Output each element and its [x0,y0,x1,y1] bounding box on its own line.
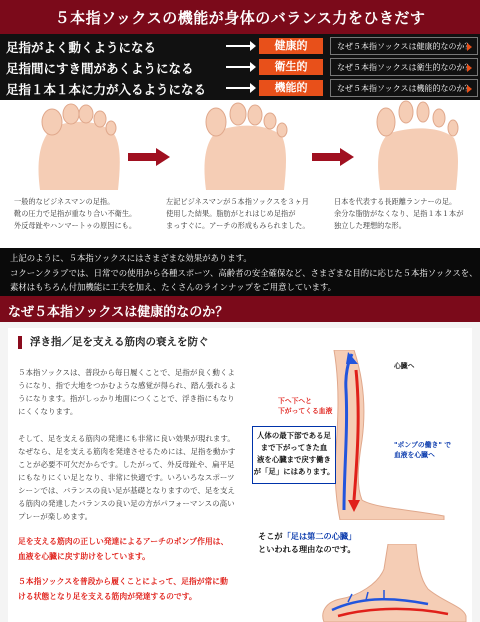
caption-line: 左記ビジネスマンが５本指ソックスを３ヶ月 [166,197,309,206]
text-line: ける状態となり足を支える筋肉が発達するのです。 [18,592,197,601]
text-line: 血液を心臓に戻す助けをしています。 [18,552,150,561]
text-line: そして、足を支える筋肉の発達にも非常に良い効果が現れます。 [18,434,235,443]
question-link[interactable]: なぜ５本指ソックスは健康的なのか？ [330,37,478,55]
caption-line: 一般的なビジネスマンの足指。 [14,197,115,206]
caption-line: 独立した理想的な形。 [334,221,406,230]
text-line: といわれる理由なのです。 [258,544,356,554]
question-link[interactable]: なぜ５本指ソックスは衛生的なのか？ [330,58,478,76]
text-line: にもなりにくい足となり、非常に快適です。いろいろなスポーツ [18,473,235,482]
text-line: にくくなります。 [18,407,78,416]
benefit-row [0,57,480,77]
page-title: ５本指ソックスの機能が身体のバランス力をひきだす [54,9,426,27]
text-part: そこが [258,531,283,541]
benefit-label: 足指間にすき間があくようになる [6,61,194,76]
section-title: なぜ５本指ソックスは健康的なのか？ [8,305,229,320]
text-line: が「足」にはあります。 [253,467,335,476]
text-line: る筋肉の発達したバランスの良い足の方がパフォーマンスの高い [18,499,235,508]
subsection-title: 浮き指／足を支える筋肉の衰えを防ぐ [18,336,209,349]
content-panel [8,328,472,622]
highlight-text-1 [18,534,238,564]
benefit-tag: 衛生的 [259,59,323,75]
arrow-right-icon [312,148,354,166]
text-line: 人体の最下部である足 [257,431,331,440]
text-line: うになります。指がしっかり地面につくことで、浮き指にもなり [18,394,235,403]
intro-line: 素材はもちろん付加機能に工夫を加え、たくさんのラインナップをご用意しています。 [10,282,337,292]
text-line: プレーが楽しめます。 [18,512,93,521]
caption-line: 靴の圧力で足指が重なり合い不衛生。 [14,209,137,218]
caption-line: 外反母趾やハンマートゥの原因にも。 [14,221,137,230]
label-pump [394,440,451,460]
benefits-panel [0,34,480,100]
benefit-row [0,78,480,98]
benefit-label: 足指がよく動くようになる [6,40,157,55]
benefit-tag: 機能的 [259,80,323,96]
foot-arch-illustration [318,544,468,622]
label-to-heart: 心臓へ [394,362,415,370]
intro-line: コクーンクラブでは、日常での使用から各種スポーツ、高齢者の安全確保など、さまざまな目的に応じた５本指ソックスを、 [10,268,478,278]
emphasis-text: 「足は第二の心臓」 [282,531,357,541]
benefit-row [0,36,480,56]
arrow-right-icon [226,45,252,47]
question-link[interactable]: なぜ５本指ソックスは機能的なのか？ [330,79,478,97]
label-blood-down [278,396,332,416]
text-line: なぜなら、足を支える筋肉を発達させるためには、足指を動かす [18,447,236,456]
text-line: シーンでは、バランスの良い足が基礎となりますので、足を支え [18,486,235,495]
section-body [0,322,480,622]
arrow-right-icon [128,148,170,166]
paragraph-2 [18,432,236,523]
text-line: 下へ下へと [278,397,312,405]
foot-image-3 [360,100,470,190]
info-callout [252,426,336,484]
caption-line: 余分な脂肪がなくなり、足指１本１本が [334,209,464,218]
caption-line: まっすぐに。アーチの形成もみられました。 [166,221,310,230]
feet-comparison [0,100,480,248]
foot-caption-2 [166,196,310,232]
header-bar [0,0,480,34]
arrow-right-icon [226,87,252,89]
arrow-right-icon [226,66,252,68]
text-line: "ポンプの働き" で [394,441,452,449]
caption-line: 使用した結果。脂肪がとれはじめ足指が [166,209,296,218]
intro-text-block [0,248,480,296]
text-line: 足を支える筋肉の正しい発達によるアーチのポンプ作用は、 [18,537,229,546]
caption-line: 日本を代表する長距離ランナーの足。 [334,197,457,206]
foot-image-2 [188,100,298,190]
text-line: ５本指ソックスは、普段から毎日履くことで、足指が良く動くよ [18,368,235,377]
paragraph-1 [18,366,236,418]
highlight-text-2 [18,574,238,604]
text-line: ５本指ソックスを普段から履くことによって、足指が常に動 [18,577,228,586]
foot-image-1 [22,100,132,190]
text-line [258,530,356,543]
foot-caption-3 [334,196,463,232]
text-line: ことが必要不可欠だからです。したがって、外反母趾や、扁平足 [18,460,235,469]
benefit-tag: 健康的 [259,38,323,54]
text-line: 下がってくる血液 [278,407,333,415]
text-line: 血液を心臓へ [394,451,435,459]
text-line: 液を心臓まで戻す働き [257,455,331,464]
text-line: うになり、指で大地をつかむような感覚が得られ、踏ん張れるよ [18,381,236,390]
benefit-label: 足指１本１本に力が入るようになる [6,82,207,97]
foot-caption-1 [14,196,136,232]
text-line: まで下がってきた血 [260,443,328,452]
section-heading-bar [0,296,480,322]
intro-line: 上記のように、５本指ソックスにはさまざまな効果があります。 [10,253,252,263]
